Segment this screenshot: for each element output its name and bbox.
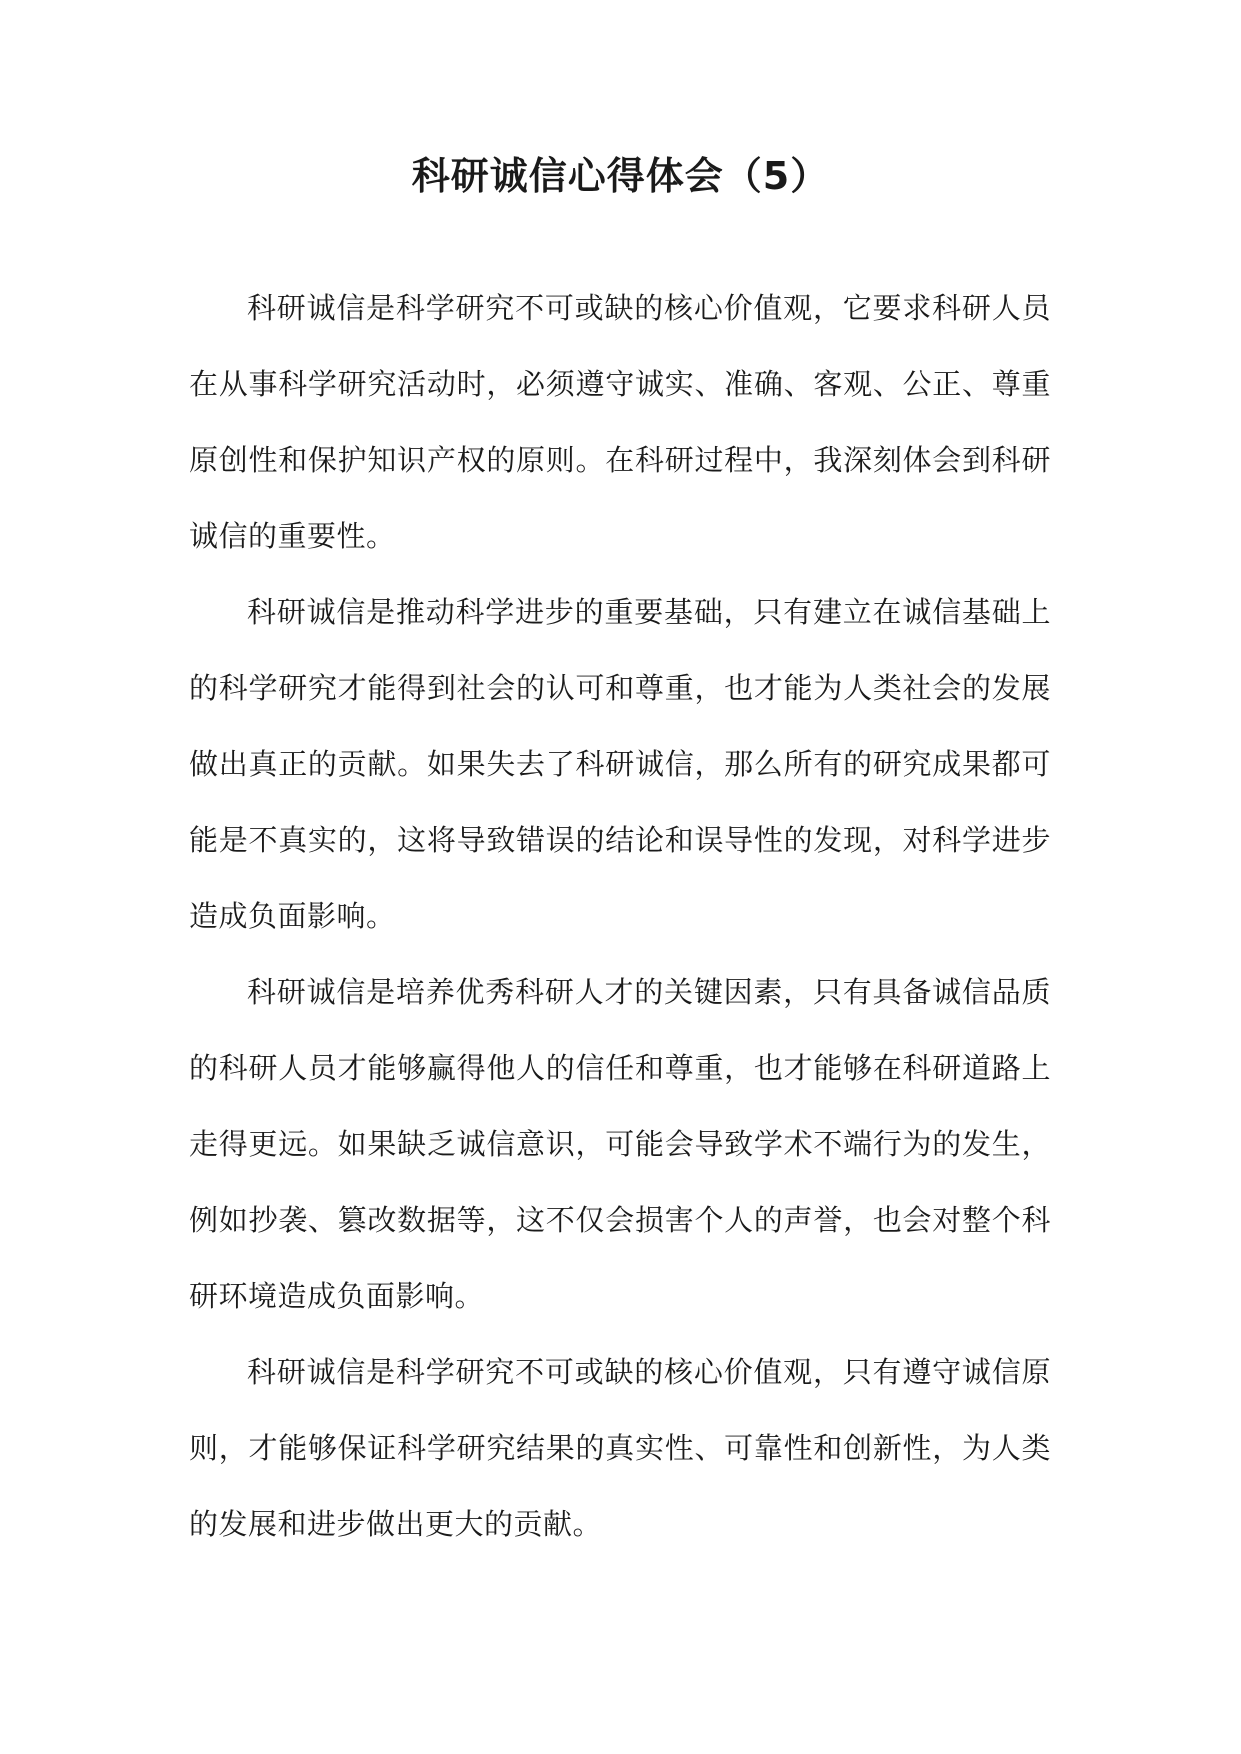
paragraph-2: 科研诚信是推动科学进步的重要基础，只有建立在诚信基础上的科学研究才能得到社会的认可和尊重，也才能为人类社会的发展做出真正的贡献。如果失去了科研诚信，那么所有的研究成果都可能是不真实的，这将导致错误的结论和误导性的发现，对科学进步造成负面影响。	[189, 595, 1051, 933]
document-title: 科研诚信心得体会（5）	[411, 154, 830, 198]
paragraph-4: 科研诚信是科学研究不可或缺的核心价值观，只有遵守诚信原则，才能够保证科学研究结果的真实性、可靠性和创新性，为人类的发展和进步做出更大的贡献。	[189, 1355, 1051, 1541]
paragraph-3: 科研诚信是培养优秀科研人才的关键因素，只有具备诚信品质的科研人员才能够赢得他人的信任和尊重，也才能够在科研道路上走得更远。如果缺乏诚信意识，可能会导致学术不端行为的发生，例如抄袭、篡改数据等，这不仅会损害个人的声誉，也会对整个科研环境造成负面影响。	[189, 975, 1051, 1313]
document-body	[189, 270, 1051, 1562]
paragraph-1: 科研诚信是科学研究不可或缺的核心价值观，它要求科研人员在从事科学研究活动时，必须遵守诚实、准确、客观、公正、尊重原创性和保护知识产权的原则。在科研过程中，我深刻体会到科研诚信的重要性。	[189, 291, 1051, 553]
